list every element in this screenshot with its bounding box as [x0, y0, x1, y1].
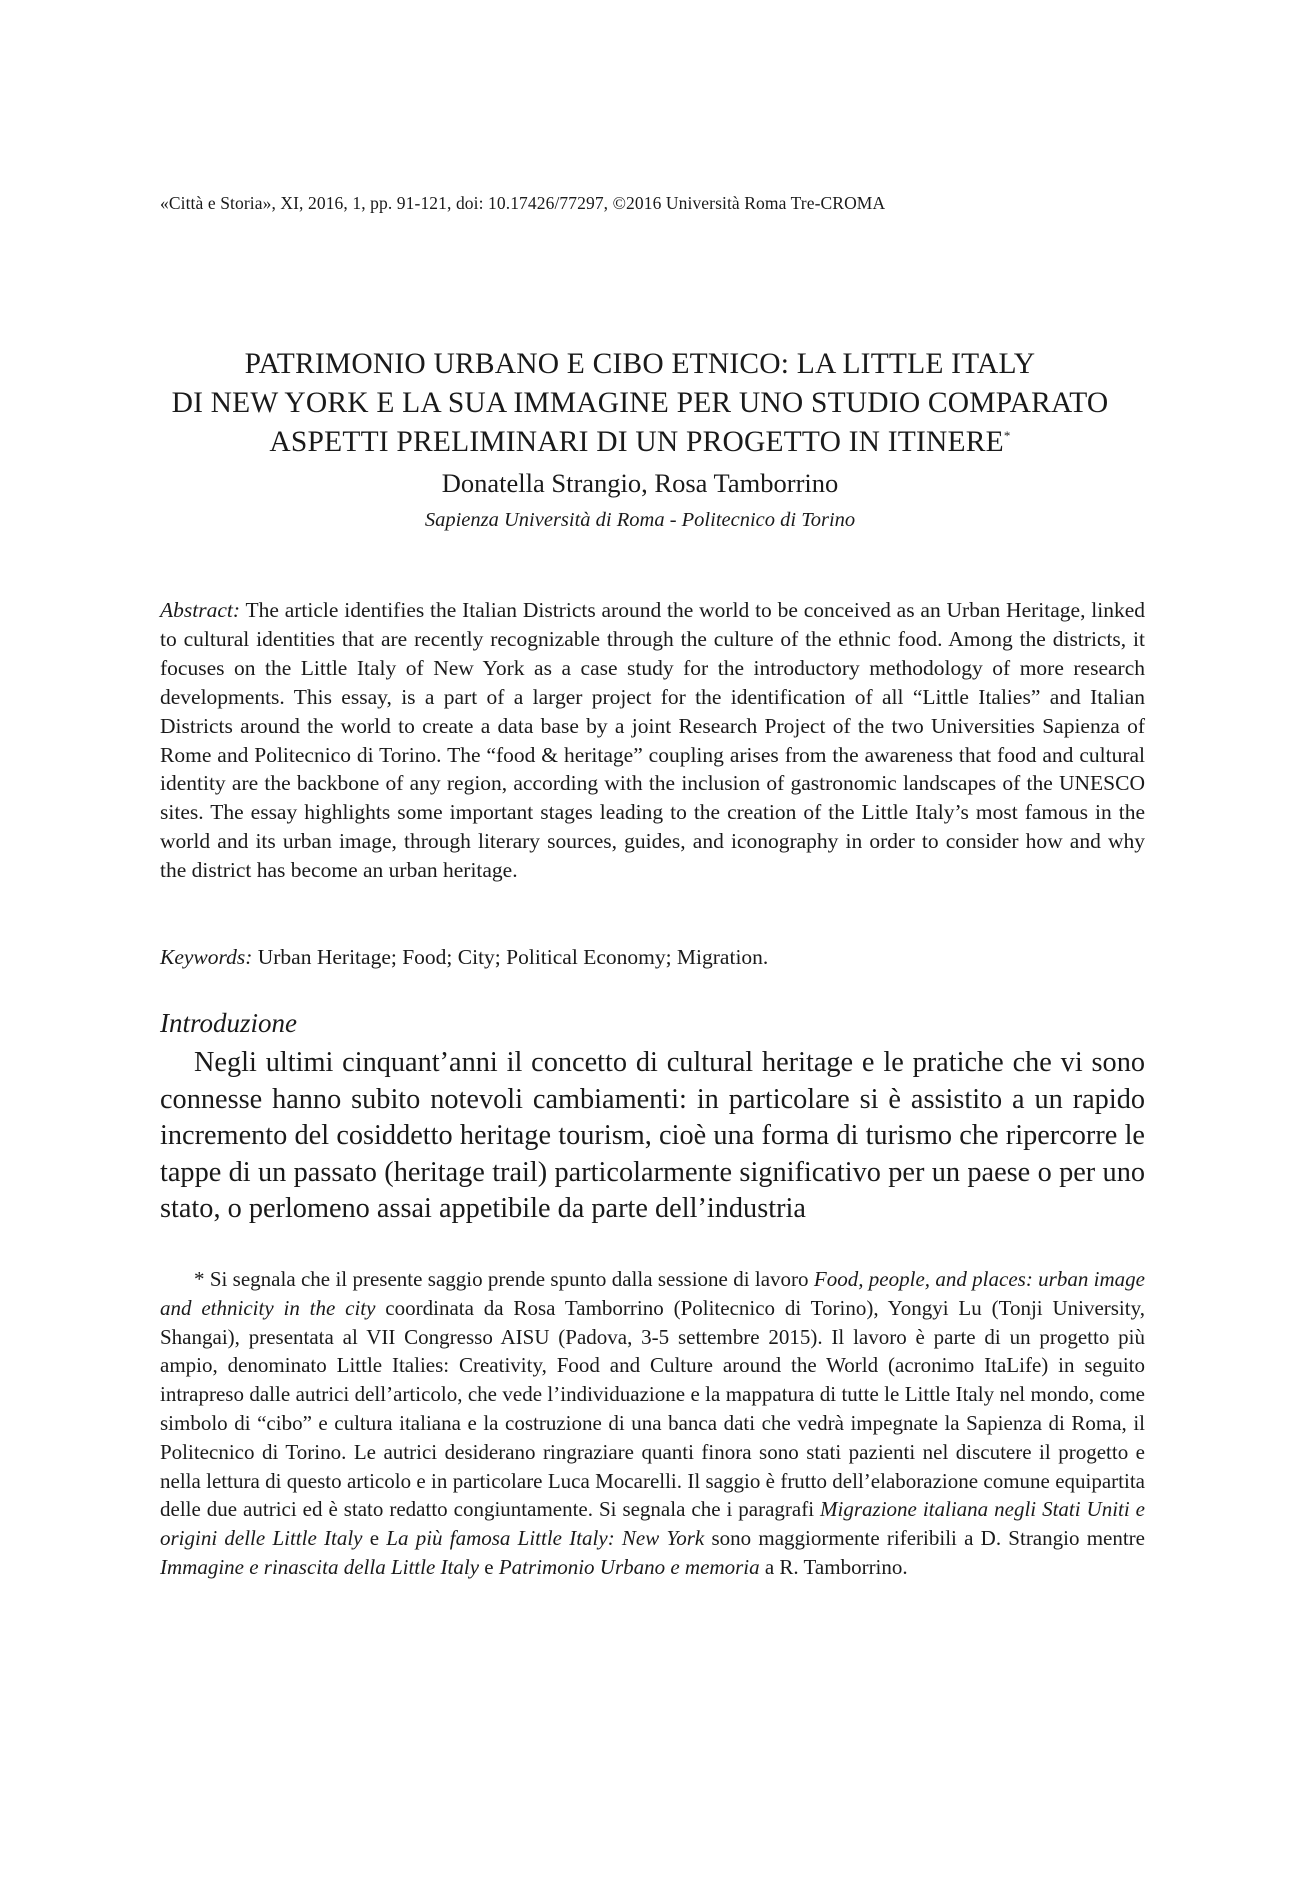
- authors: Donatella Strangio, Rosa Tamborrino: [441, 468, 839, 498]
- footnote-text-5: e: [479, 1554, 499, 1579]
- running-header: «Città e Storia», XI, 2016, 1, pp. 91-121, doi: 10.17426/77297, ©2016 Università Roma Tre-CROMA: [160, 193, 886, 213]
- title-block: [140, 345, 1140, 537]
- keywords-label: Keywords:: [160, 945, 253, 969]
- footnote-italic-2: Migrazione italiana negli Stati Uniti e origini delle Little Italy: [160, 1497, 1146, 1551]
- title-line-3: [140, 423, 1140, 462]
- footnote-italic-4: Immagine e rinascita della Little Italy: [160, 1554, 480, 1579]
- title-footnote-marker: *: [1003, 428, 1011, 444]
- abstract-text: The article identifies the Italian Districts around the world to be conceived as an Urban Heritage, linked to cultural identities that are recently recognizable through the culture of the ethnic food. Among the districts, it focuses on the Little Italy of New York as a case study for the introductory methodology of more research developments. This essay, is a part of a larger project for the identification of all “Little Italies” and Italian Districts around the world to create a data base by a joint Research Project of the two Universities Sapienza of Rome and Politecnico di Torino. The “food & heritage” coupling arises from the awareness that food and cultural identity are the backbone of any region, according with the inclusion of gastronomic landscapes of the UNESCO sites. The essay highlights some important stages leading to the creation of the Little Italy’s most famous in the world and its urban image, through literary sources, guides, and iconography in order to consider how and why the district has become an urban heritage.: [160, 598, 1145, 883]
- title-line-3-text: ASPETTI PRELIMINARI DI UN PROGETTO IN ITINERE: [269, 426, 1004, 458]
- footnote-text-3: e: [362, 1526, 387, 1551]
- keywords-text: Urban Heritage; Food; City; Political Economy; Migration.: [252, 945, 769, 969]
- abstract-label: Abstract:: [160, 598, 241, 622]
- footnote-text-2: coordinata da Rosa Tamborrino (Politecnico di Torino), Yongyi Lu (Tonji University, Shangai), presentata al VII Congresso AISU (Padova, 3-5 settembre 2015). Il lavoro è parte di un progetto più ampio, denominato Little Italies: Creativity, Food and Culture around the World (acronimo ItaLife) in seguito intrapreso dalle autrici dell’articolo, che vede l’individuazione e la mappatura di tutte le Little Italy nel mondo, come simbolo di “cibo” e cultura italiana e la costruzione di una banca dati che vedrà impegnate la Sapienza di Roma, il Politecnico di Torino. Le autrici desiderano ringraziare quanti finora sono stati pazienti nel discutere il progetto e nella lettura di questo articolo e in particolare Luca Mocarelli. Il saggio è frutto dell’elaborazione comune equipartita delle due autrici ed è stato redatto congiuntamente. Si segnala che i paragrafi: [160, 1295, 1145, 1522]
- abstract: [160, 596, 1145, 885]
- section-heading-introduzione: Introduzione: [160, 1008, 297, 1038]
- footnote-italic-5: Patrimonio Urbano e memoria: [498, 1554, 760, 1579]
- footnote-text-6: a R. Tamborrino.: [759, 1554, 908, 1579]
- footnote: [160, 1265, 1145, 1582]
- footnote-text-4: sono maggiormente riferibili a D. Strangio mentre: [704, 1526, 1145, 1551]
- introduction-paragraph: Negli ultimi cinquant’anni il concetto di cultural heritage e le pratiche che vi sono connesse hanno subito notevoli cambiamenti: in particolare si è assistito a un rapido incremento del cosiddetto heritage tourism, cioè una forma di turismo che ripercorre le tappe di un passato (heritage trail) particolarmente significativo per un paese o per uno stato, o perlomeno assai appetibile da parte dell’industria: [160, 1047, 1145, 1224]
- affiliation: Sapienza Università di Roma - Politecnico di Torino: [424, 509, 856, 531]
- title-line-1: PATRIMONIO URBANO E CIBO ETNICO: LA LITTLE ITALY: [244, 348, 1036, 380]
- keywords: [160, 943, 1145, 972]
- footnote-italic-1: Food, people, and places: urban image and ethnicity in the city: [160, 1267, 1145, 1320]
- footnote-italic-3: La più famosa Little Italy: New York: [386, 1526, 705, 1551]
- footnote-text-1: * Si segnala che il presente saggio prende spunto dalla sessione di lavoro: [194, 1267, 814, 1291]
- title-line-2: DI NEW YORK E LA SUA IMMAGINE PER UNO STUDIO COMPARATO: [171, 387, 1109, 419]
